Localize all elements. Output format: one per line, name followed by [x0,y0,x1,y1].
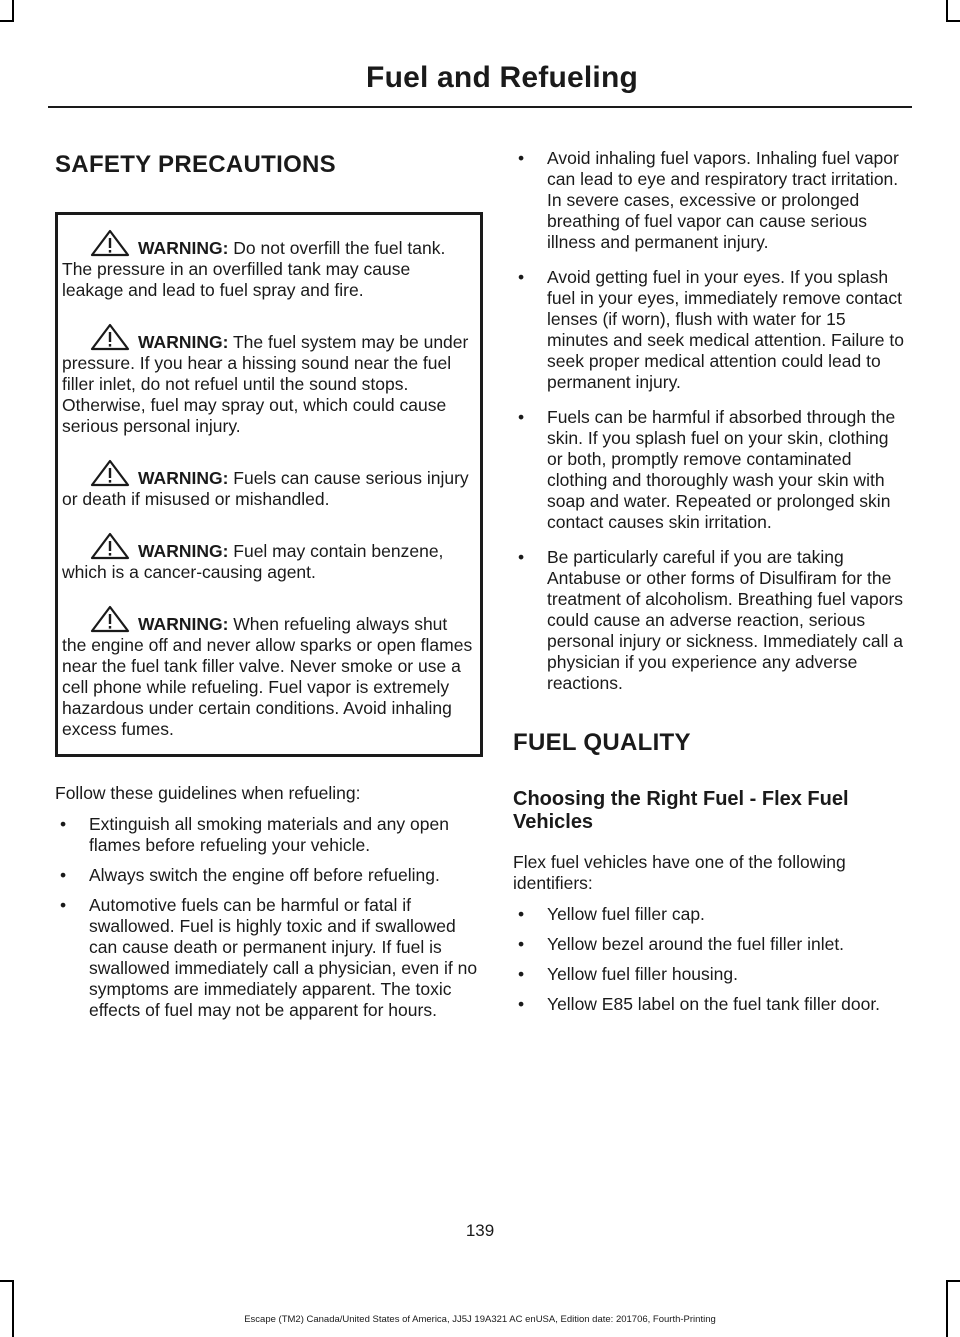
bullet-icon: • [518,964,525,984]
warning-triangle-icon [90,605,130,633]
page-header-title: Fuel and Refueling [366,61,638,94]
list-item-text: Avoid inhaling fuel vapors. Inhaling fuel vapor can lead to eye and respiratory tract irritation. In severe cases, excessive or prolonged breathing of fuel vapor can cause serious illness and permanent injury. [547,148,899,252]
list-item [513,407,908,533]
list-item [55,895,482,1021]
page-number: 139 [465,1221,495,1240]
list-item-text: Be particularly careful if you are taking Antabuse or other forms of Disulfiram for the treatment of alcoholism. Breathing fuel vapors could cause an adverse reaction, serious personal injury or sickness. Immediately call a physician if you experience any adverse reactions. [547,547,904,693]
safety-bullets-list [513,148,908,694]
list-item-text: Extinguish all smoking materials and any open flames before refueling your vehicle. [89,814,449,855]
list-item [513,148,908,253]
warning-text: Fuel may contain benzene, which is a cancer-causing agent. [62,541,444,582]
subsection-title-flex-fuel: Choosing the Right Fuel - Flex Fuel Vehicles [513,788,849,833]
crop-mark-bottom-right-h [946,1280,960,1282]
warning-label: WARNING: [138,541,229,561]
right-column [513,148,908,1024]
list-item-text: Avoid getting fuel in your eyes. If you splash fuel in your eyes, immediately remove contact lenses (if worn), flush with water for 15 minutes and seek medical attention. Failure to seek proper medical attention could lead to permanent injury. [547,267,904,392]
crop-mark-top-left-v [12,0,14,22]
crop-mark-bottom-left-h [0,1280,14,1282]
warning-item [62,605,476,740]
warning-triangle-icon [90,459,130,487]
list-item [55,865,482,886]
warning-triangle-icon [90,229,130,257]
list-item [513,547,908,694]
left-column [55,140,482,1030]
bullet-icon: • [60,814,67,834]
list-item [513,934,908,955]
warning-item [62,459,476,510]
list-item [513,964,908,985]
page-footer: Escape (TM2) Canada/United States of America, JJ5J 19A321 AC enUSA, Edition date: 201706, Fourth-Printing [244,1314,716,1325]
header-rule [48,106,912,108]
crop-mark-top-right-v [946,0,948,22]
bullet-icon: • [518,904,525,924]
warning-triangle-icon [90,532,130,560]
list-item-text: Yellow fuel filler cap. [547,904,705,924]
bullet-icon: • [518,934,525,954]
list-item [513,994,908,1015]
bullet-icon: • [60,895,67,915]
warning-item [62,323,476,437]
list-item [513,904,908,925]
section-title-fuel-quality: FUEL QUALITY [513,729,691,756]
warning-text: When refueling always shut the engine off and never allow sparks or open flames near the fuel tank filler valve. Never smoke or use a cell phone while refueling. Fuel vapor is extremely hazardous under certain conditions. Avoid inhaling excess fumes. [62,614,473,739]
bullet-icon: • [518,547,525,567]
warning-label: WARNING: [138,332,229,352]
warning-item [62,229,476,301]
warning-label: WARNING: [138,468,229,488]
refuel-guidelines-list [55,814,482,1021]
crop-mark-top-left-h [0,20,14,22]
warning-text: Do not overfill the fuel tank. The pressure in an overfilled tank may cause leakage and lead to fuel spray and fire. [62,238,446,300]
crop-mark-bottom-right-v [946,1280,948,1337]
warning-box [55,212,483,757]
warning-item [62,532,476,583]
bullet-icon: • [518,994,525,1014]
list-item [513,267,908,393]
list-item-text: Yellow fuel filler housing. [547,964,738,984]
list-item-text: Yellow E85 label on the fuel tank filler door. [547,994,881,1014]
list-item [55,814,482,856]
bullet-icon: • [60,865,67,885]
list-item-text: Yellow bezel around the fuel filler inlet. [547,934,845,954]
warning-text: The fuel system may be under pressure. If you hear a hissing sound near the fuel filler inlet, do not refuel until the sound stops. Otherwise, fuel may spray out, which could cause serious personal injury. [62,332,469,436]
section-title-safety: SAFETY PRECAUTIONS [55,151,336,178]
bullet-icon: • [518,407,525,427]
list-item-text: Always switch the engine off before refueling. [89,865,440,885]
warning-label: WARNING: [138,614,229,634]
crop-mark-bottom-left-v [12,1280,14,1337]
warning-label: WARNING: [138,238,229,258]
bullet-icon: • [518,267,525,287]
flex-fuel-identifiers-list [513,904,908,1015]
warning-triangle-icon [90,323,130,351]
flex-fuel-intro: Flex fuel vehicles have one of the following identifiers: [513,852,846,893]
bullet-icon: • [518,148,525,168]
list-item-text: Automotive fuels can be harmful or fatal if swallowed. Fuel is highly toxic and if swallowed can cause death or permanent injury. If fuel is swallowed immediately call a physician, even if no symptoms are immediately apparent. The toxic effects of fuel may not be apparent for hours. [89,895,478,1020]
refuel-intro: Follow these guidelines when refueling: [55,783,361,803]
list-item-text: Fuels can be harmful if absorbed through the skin. If you splash fuel on your skin, clothing or both, promptly remove contaminated clothing and thoroughly wash your skin with soap and water. Repeated or prolonged skin contact causes skin irritation. [547,407,896,532]
crop-mark-top-right-h [946,20,960,22]
warning-text: Fuels can cause serious injury or death if misused or mishandled. [62,468,469,509]
